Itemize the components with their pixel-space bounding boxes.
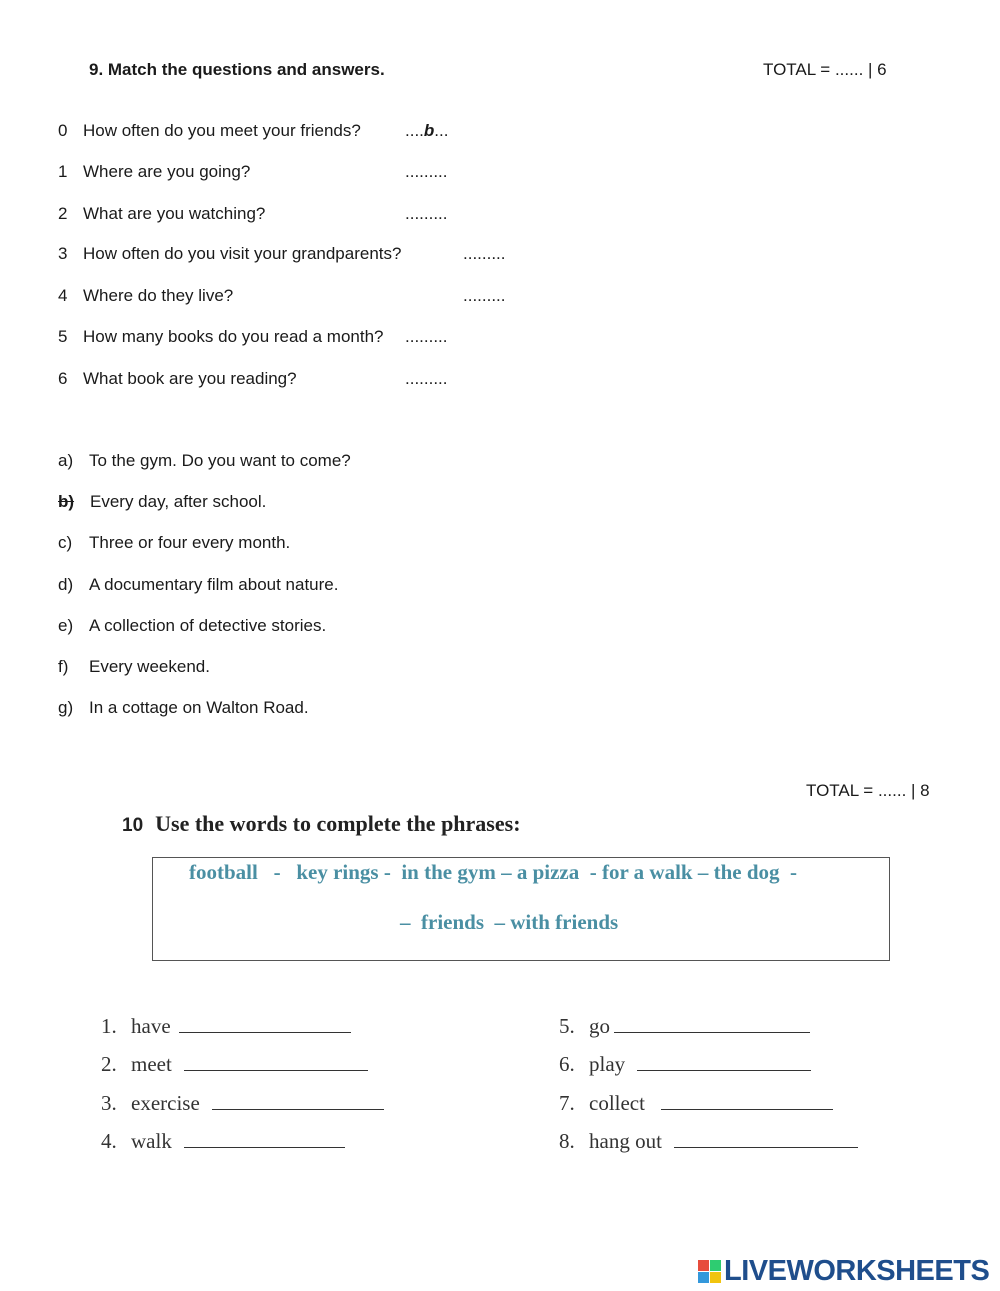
answer-slot-example: ....b... <box>405 121 449 140</box>
example-answer-letter: b <box>423 121 435 140</box>
phrase-blank-input[interactable] <box>184 1129 345 1148</box>
exercise-9-title: 9. Match the questions and answers. <box>89 60 385 79</box>
answer-option <box>0 451 1000 473</box>
question-number: 0 <box>58 121 68 140</box>
answer-text: Every weekend. <box>89 657 210 676</box>
answer-option <box>0 657 1000 679</box>
question-text: How often do you visit your grandparents? <box>83 244 402 263</box>
logo-squares-icon <box>698 1260 721 1283</box>
exercise-10-total: TOTAL = ...... | 8 <box>806 781 930 800</box>
question-text: How many books do you read a month? <box>83 327 384 346</box>
phrase-verb: walk <box>131 1129 172 1153</box>
word-bank-line-1: football - key rings - in the gym – a pizza - for a walk – the dog - <box>189 860 798 884</box>
phrase-verb: play <box>589 1052 626 1076</box>
answer-option <box>0 575 1000 597</box>
answer-input[interactable]: ......... <box>463 286 506 305</box>
phrase-item <box>559 1091 833 1116</box>
question-row <box>0 286 1000 308</box>
answer-text: Every day, after school. <box>90 492 267 511</box>
question-number: 5 <box>58 327 68 346</box>
exercise-10-number: 10 <box>122 815 144 836</box>
logo-text: LIVEWORKSHEETS <box>724 1254 990 1287</box>
phrase-verb: go <box>589 1014 610 1038</box>
question-number: 1 <box>58 162 68 181</box>
answer-letter-used: b) <box>58 492 75 511</box>
phrase-blank-input[interactable] <box>614 1014 810 1033</box>
exercise-10-heading: Use the words to complete the phrases: <box>155 811 521 836</box>
phrase-blank-input[interactable] <box>179 1014 351 1033</box>
answer-text: Three or four every month. <box>89 533 291 552</box>
answer-input[interactable]: ......... <box>405 369 448 388</box>
question-text: Where do they live? <box>83 286 234 305</box>
phrase-number: 6. <box>559 1052 575 1076</box>
phrase-number: 1. <box>101 1014 117 1038</box>
question-row <box>0 327 1000 349</box>
answer-option <box>0 492 1000 514</box>
answer-text: To the gym. Do you want to come? <box>89 451 351 470</box>
answer-input[interactable]: ......... <box>405 204 448 223</box>
question-row <box>0 121 1000 143</box>
answer-letter: f) <box>58 657 69 676</box>
phrase-item <box>101 1052 368 1077</box>
question-number: 2 <box>58 204 68 223</box>
phrase-number: 8. <box>559 1129 575 1153</box>
question-text: Where are you going? <box>83 162 251 181</box>
phrase-number: 3. <box>101 1091 117 1115</box>
question-text: How often do you meet your friends? <box>83 121 361 140</box>
answer-letter: e) <box>58 616 74 635</box>
word-bank-line-2: – friends – with friends <box>400 910 619 934</box>
answer-letter: g) <box>58 698 74 717</box>
phrase-item <box>101 1129 345 1154</box>
phrase-item <box>559 1014 810 1039</box>
phrase-blank-input[interactable] <box>184 1052 368 1071</box>
answer-input[interactable]: ......... <box>463 244 506 263</box>
question-row <box>0 162 1000 184</box>
question-number: 3 <box>58 244 68 263</box>
answer-input[interactable]: ......... <box>405 327 448 346</box>
phrase-verb: exercise <box>131 1091 200 1115</box>
answer-letter: d) <box>58 575 74 594</box>
phrase-number: 7. <box>559 1091 575 1115</box>
answer-text: A documentary film about nature. <box>89 575 339 594</box>
phrase-verb: collect <box>589 1091 645 1115</box>
question-number: 4 <box>58 286 68 305</box>
answer-option <box>0 533 1000 555</box>
answer-option <box>0 616 1000 638</box>
question-number: 6 <box>58 369 68 388</box>
phrase-blank-input[interactable] <box>212 1091 384 1110</box>
phrase-verb: hang out <box>589 1129 662 1153</box>
phrase-item <box>559 1129 858 1154</box>
phrase-number: 2. <box>101 1052 117 1076</box>
phrase-number: 5. <box>559 1014 575 1038</box>
question-text: What book are you reading? <box>83 369 297 388</box>
question-row <box>0 204 1000 226</box>
phrase-blank-input[interactable] <box>637 1052 811 1071</box>
phrase-blank-input[interactable] <box>661 1091 833 1110</box>
question-row <box>0 244 1000 266</box>
phrase-item <box>559 1052 811 1077</box>
phrase-blank-input[interactable] <box>674 1129 858 1148</box>
answer-text: A collection of detective stories. <box>89 616 327 635</box>
answer-input[interactable]: ......... <box>405 162 448 181</box>
phrase-verb: meet <box>131 1052 172 1076</box>
question-row <box>0 369 1000 391</box>
phrase-number: 4. <box>101 1129 117 1153</box>
phrase-item <box>101 1091 384 1116</box>
question-text: What are you watching? <box>83 204 266 223</box>
answer-text: In a cottage on Walton Road. <box>89 698 309 717</box>
phrase-verb: have <box>131 1014 171 1038</box>
liveworksheets-logo[interactable] <box>698 1254 989 1288</box>
exercise-10-title <box>122 811 521 837</box>
answer-letter: a) <box>58 451 74 470</box>
phrase-item <box>101 1014 351 1039</box>
exercise-9-total: TOTAL = ...... | 6 <box>763 60 887 79</box>
answer-letter: c) <box>58 533 73 552</box>
answer-option <box>0 698 1000 720</box>
